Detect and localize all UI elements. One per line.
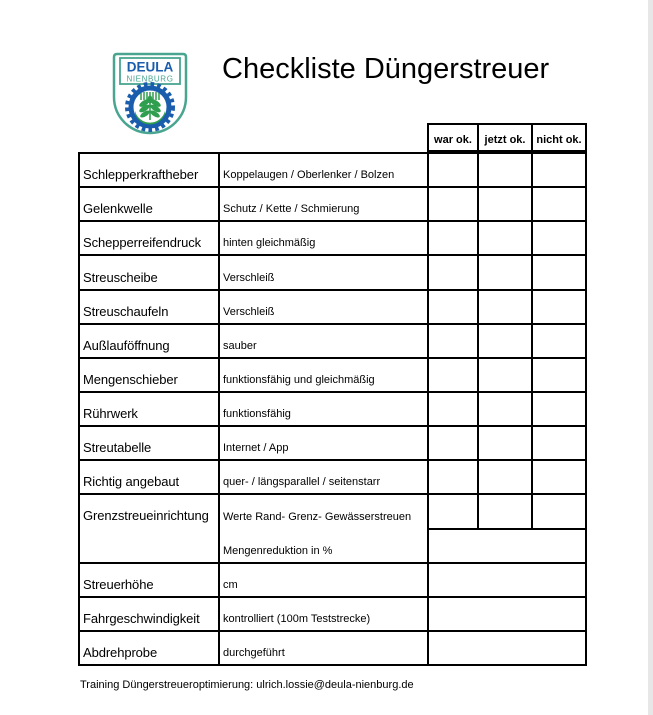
svg-text:DEULA: DEULA xyxy=(126,59,174,75)
status-cell-nicht-ok xyxy=(533,393,585,425)
status-cell-nicht-ok xyxy=(533,325,585,357)
status-cell-war-ok xyxy=(429,325,477,357)
item-detail: hinten gleichmäßig xyxy=(220,222,427,254)
item-detail: Werte Rand- Grenz- Gewässerstreuen Mengenreduktion in % xyxy=(220,495,427,561)
item-detail: cm xyxy=(220,564,427,596)
status-cell-jetzt-ok xyxy=(479,427,531,459)
item-detail: Koppelaugen / Oberlenker / Bolzen xyxy=(220,154,427,186)
status-cell-nicht-ok xyxy=(533,495,585,527)
status-cell-war-ok xyxy=(429,359,477,391)
status-cell-merged xyxy=(429,564,585,596)
scrollbar-track[interactable] xyxy=(648,0,653,715)
footer-contact-text: Training Düngerstreueroptimierung: ulrich.lossie@deula-nienburg.de xyxy=(80,679,414,691)
status-header-row xyxy=(427,123,587,152)
item-label: Abdrehprobe xyxy=(80,632,218,664)
item-detail: Internet / App xyxy=(220,427,427,459)
status-cell-war-ok xyxy=(429,256,477,288)
status-cell-nicht-ok xyxy=(533,154,585,186)
item-label: Streutabelle xyxy=(80,427,218,459)
item-label: Richtig angebaut xyxy=(80,461,218,493)
deula-nienburg-logo xyxy=(112,52,188,135)
status-cell-war-ok xyxy=(429,461,477,493)
status-cell-nicht-ok xyxy=(533,188,585,220)
status-cell-jetzt-ok xyxy=(479,325,531,357)
status-cell-jetzt-ok xyxy=(479,495,531,527)
item-detail: funktionsfähig und gleichmäßig xyxy=(220,359,427,391)
status-cell-merged xyxy=(429,598,585,630)
svg-text:NIENBURG: NIENBURG xyxy=(126,74,174,84)
page-title: Checkliste Düngerstreuer xyxy=(222,53,550,85)
item-label: Außlauföffnung xyxy=(80,325,218,357)
item-detail: sauber xyxy=(220,325,427,357)
status-cell-jetzt-ok xyxy=(479,222,531,254)
status-cell-merged xyxy=(429,530,585,562)
status-cell-war-ok xyxy=(429,154,477,186)
status-cell-war-ok xyxy=(429,393,477,425)
status-cell-nicht-ok xyxy=(533,291,585,323)
item-label: Fahrgeschwindigkeit xyxy=(80,598,218,630)
status-cell-merged xyxy=(429,632,585,664)
status-cell-nicht-ok xyxy=(533,461,585,493)
status-cell-jetzt-ok xyxy=(479,461,531,493)
item-label: Streuerhöhe xyxy=(80,564,218,596)
status-cell-jetzt-ok xyxy=(479,256,531,288)
status-cell-jetzt-ok xyxy=(479,393,531,425)
item-label: Streuscheibe xyxy=(80,256,218,288)
status-cell-nicht-ok xyxy=(533,256,585,288)
item-detail: Verschleiß xyxy=(220,291,427,323)
status-cell-jetzt-ok xyxy=(479,291,531,323)
checklist-table xyxy=(78,152,587,666)
status-header-war-ok: war ok. xyxy=(429,125,477,150)
status-header-nicht-ok: nicht ok. xyxy=(533,125,585,150)
status-header-jetzt-ok: jetzt ok. xyxy=(479,125,531,150)
item-label: Streuschaufeln xyxy=(80,291,218,323)
item-detail: Verschleiß xyxy=(220,256,427,288)
item-label: Mengenschieber xyxy=(80,359,218,391)
item-detail: Schutz / Kette / Schmierung xyxy=(220,188,427,220)
status-cell-war-ok xyxy=(429,495,477,527)
item-label: Grenzstreueinrichtung xyxy=(80,495,218,561)
status-cell-nicht-ok xyxy=(533,359,585,391)
status-cell-war-ok xyxy=(429,222,477,254)
status-cell-jetzt-ok xyxy=(479,154,531,186)
item-detail: kontrolliert (100m Teststrecke) xyxy=(220,598,427,630)
status-cell-nicht-ok xyxy=(533,427,585,459)
item-detail: quer- / längsparallel / seitenstarr xyxy=(220,461,427,493)
item-label: Gelenkwelle xyxy=(80,188,218,220)
status-cell-war-ok xyxy=(429,291,477,323)
status-cell-jetzt-ok xyxy=(479,359,531,391)
item-label: Rührwerk xyxy=(80,393,218,425)
status-cell-nicht-ok xyxy=(533,222,585,254)
item-label: Schlepperkraftheber xyxy=(80,154,218,186)
item-detail: durchgeführt xyxy=(220,632,427,664)
status-cell-jetzt-ok xyxy=(479,188,531,220)
item-label: Schepperreifendruck xyxy=(80,222,218,254)
status-cell-war-ok xyxy=(429,427,477,459)
item-detail: funktionsfähig xyxy=(220,393,427,425)
status-cell-war-ok xyxy=(429,188,477,220)
